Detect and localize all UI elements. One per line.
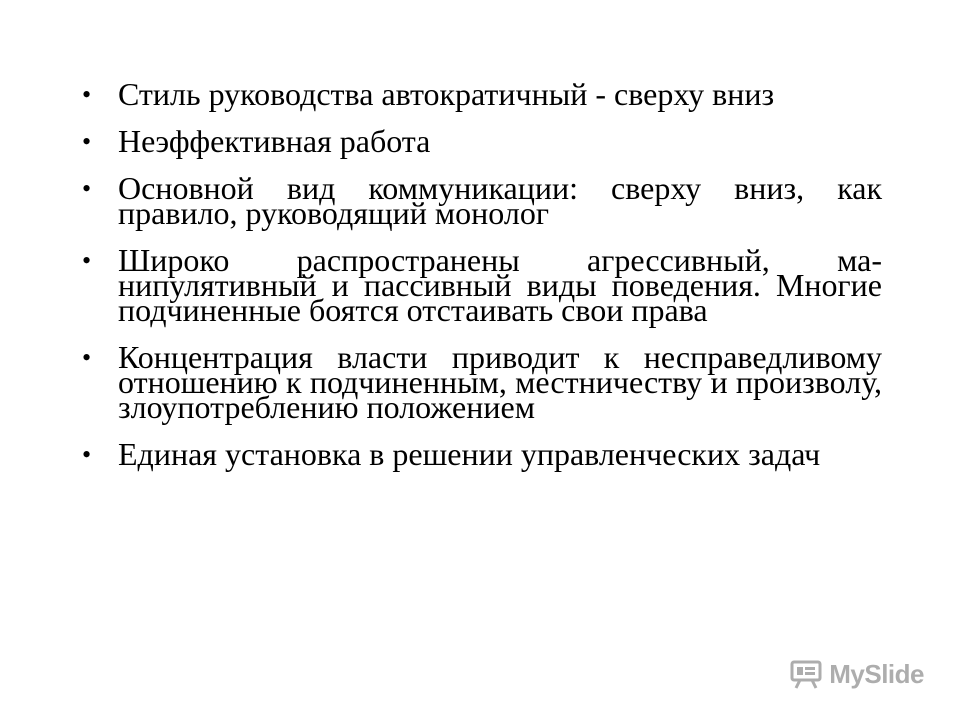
bullet-item-3 xyxy=(82,170,882,231)
bullet-item-4 xyxy=(82,242,882,328)
bullet-text: Неэффективная работа xyxy=(118,123,431,159)
bullet-text: Широко распространены агрессивный, ма-нипулятивный и пассивный виды поведения. Многие подчиненные боятся отстаивать свои права xyxy=(118,242,882,328)
bullet-marker: • xyxy=(82,440,92,469)
bullet-text: Концентрация власти приводит к несправедливому отношению к подчиненным, местничеству и произволу, злоупотреблению положением xyxy=(118,339,882,425)
bullet-list xyxy=(82,76,882,489)
bullet-marker: • xyxy=(82,127,92,156)
bullet-item-2 xyxy=(82,123,882,159)
bullet-marker: • xyxy=(82,246,92,275)
bullet-item-5 xyxy=(82,339,882,425)
bullet-item-1 xyxy=(82,76,882,112)
bullet-item-6 xyxy=(82,436,882,472)
bullet-marker: • xyxy=(82,174,92,203)
watermark-text: MySlide xyxy=(829,659,924,689)
bullet-marker: • xyxy=(82,343,92,372)
bullet-marker: • xyxy=(82,80,92,109)
watermark xyxy=(789,659,924,690)
bullet-text: Основной вид коммуникации: сверху вниз, как правило, руководящий монолог xyxy=(118,170,882,231)
bullet-text: Единая установка в решении управленческих задач xyxy=(118,436,821,472)
bullet-text: Стиль руководства автократичный - сверху вниз xyxy=(118,76,775,112)
presentation-board-icon xyxy=(789,660,823,690)
